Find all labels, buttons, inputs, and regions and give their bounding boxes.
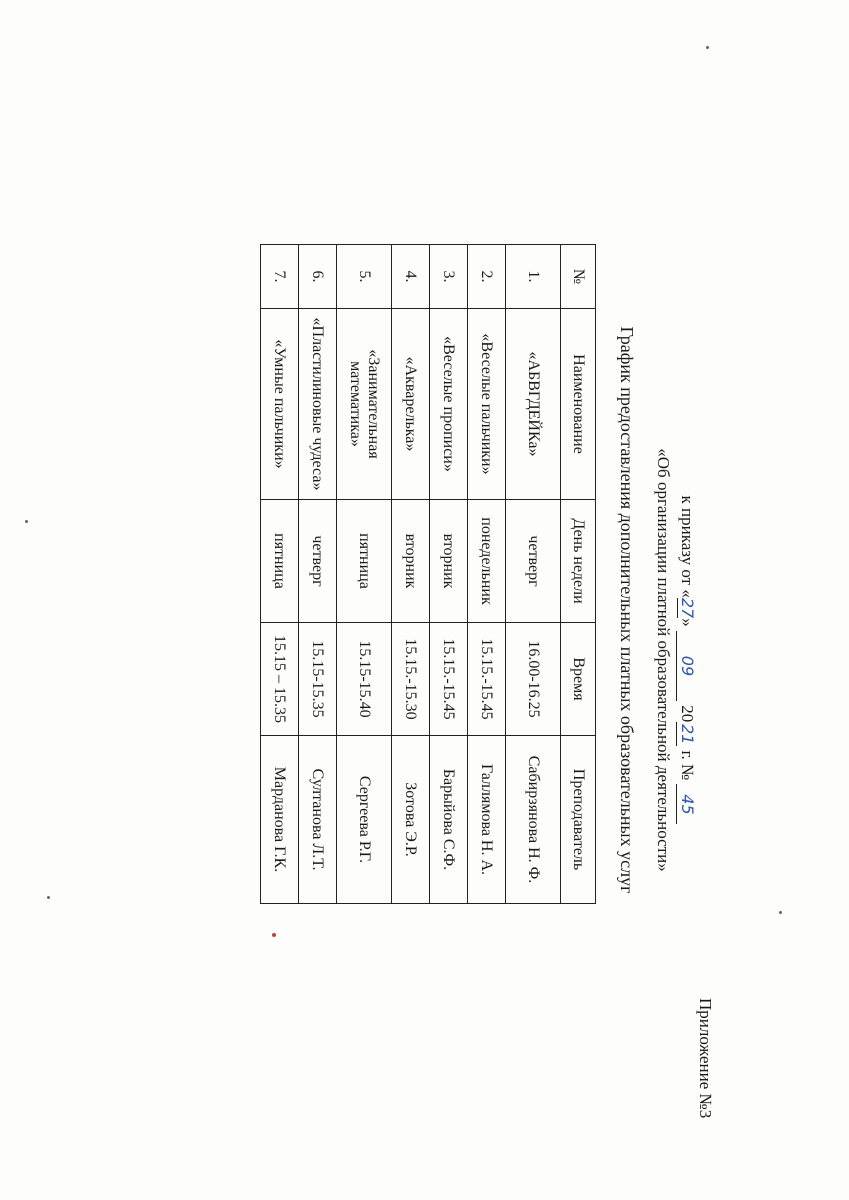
column-header: День недели — [561, 500, 596, 623]
order-year-unit: г. № — [678, 750, 697, 781]
table-row — [392, 245, 430, 904]
order-reference-line — [676, 420, 697, 900]
order-year-suffix: 21 — [678, 724, 697, 745]
weekday: вторник — [430, 500, 468, 623]
row-number: 6. — [299, 245, 337, 309]
course-name: «Веселые прописи» — [430, 309, 468, 500]
course-name: «Пластилиновые чудеса» — [299, 309, 337, 500]
teacher-name: Зотова Э.Р. — [392, 736, 430, 904]
weekday: пятница — [261, 500, 299, 623]
weekday: четверг — [506, 500, 561, 623]
weekday: пятница — [337, 500, 392, 623]
table-row — [468, 245, 506, 904]
row-number: 7. — [261, 245, 299, 309]
time-slot: 15.15 – 15.35 — [261, 623, 299, 736]
time-slot: 15.15.-15.45 — [430, 623, 468, 736]
table-row — [506, 245, 561, 904]
table-row — [337, 245, 392, 904]
order-month-blank — [676, 631, 697, 701]
order-quote-close: » — [678, 618, 697, 627]
teacher-name: Султанова Л.Т. — [299, 736, 337, 904]
order-number-blank — [676, 784, 697, 824]
order-year-blank — [676, 722, 697, 746]
row-number: 4. — [392, 245, 430, 309]
teacher-name: Галлямова Н. А. — [468, 736, 506, 904]
order-number: 45 — [678, 794, 697, 815]
teacher-name: Барыйова С.Ф. — [430, 736, 468, 904]
document-title: График предоставления дополнительных платных образовательных услуг — [617, 326, 637, 894]
teacher-name: Сергеева Р.Г. — [337, 736, 392, 904]
table-row — [261, 245, 299, 904]
order-day: 27 — [678, 597, 697, 619]
course-name: «Умные пальчики» — [261, 309, 299, 500]
time-slot: 15.15.-15.45 — [468, 623, 506, 736]
course-name: «АБВГДЕЙКа» — [506, 309, 561, 500]
order-year-prefix: 20 — [678, 705, 697, 723]
weekday: вторник — [392, 500, 430, 623]
column-header: № — [561, 245, 596, 309]
course-name: «Занимательная математика» — [337, 309, 392, 500]
teacher-name: Марданова Г.К. — [261, 736, 299, 904]
column-header: Наименование — [561, 309, 596, 500]
table-header-row — [561, 245, 596, 904]
appendix-label: Приложение №3 — [696, 998, 715, 1119]
order-subject: «Об организации платной образовательной деятельности» — [654, 448, 673, 872]
time-slot: 15.15.-15.30 — [392, 623, 430, 736]
weekday: четверг — [299, 500, 337, 623]
table-row — [299, 245, 337, 904]
row-number: 2. — [468, 245, 506, 309]
course-name: «Акварелька» — [392, 309, 430, 500]
row-number: 5. — [337, 245, 392, 309]
table-row — [430, 245, 468, 904]
order-prefix: к приказу от « — [678, 495, 697, 598]
column-header: Преподаватель — [561, 736, 596, 904]
time-slot: 16.00-16.25 — [506, 623, 561, 736]
weekday: понедельник — [468, 500, 506, 623]
teacher-name: Сабирзянова Н. Ф. — [506, 736, 561, 904]
course-name: «Веселые пальчики» — [468, 309, 506, 500]
time-slot: 15.15-15.40 — [337, 623, 392, 736]
time-slot: 15.15-15.35 — [299, 623, 337, 736]
row-number: 1. — [506, 245, 561, 309]
schedule-table — [260, 244, 596, 904]
order-month: 09 — [678, 655, 697, 677]
row-number: 3. — [430, 245, 468, 309]
column-header: Время — [561, 623, 596, 736]
